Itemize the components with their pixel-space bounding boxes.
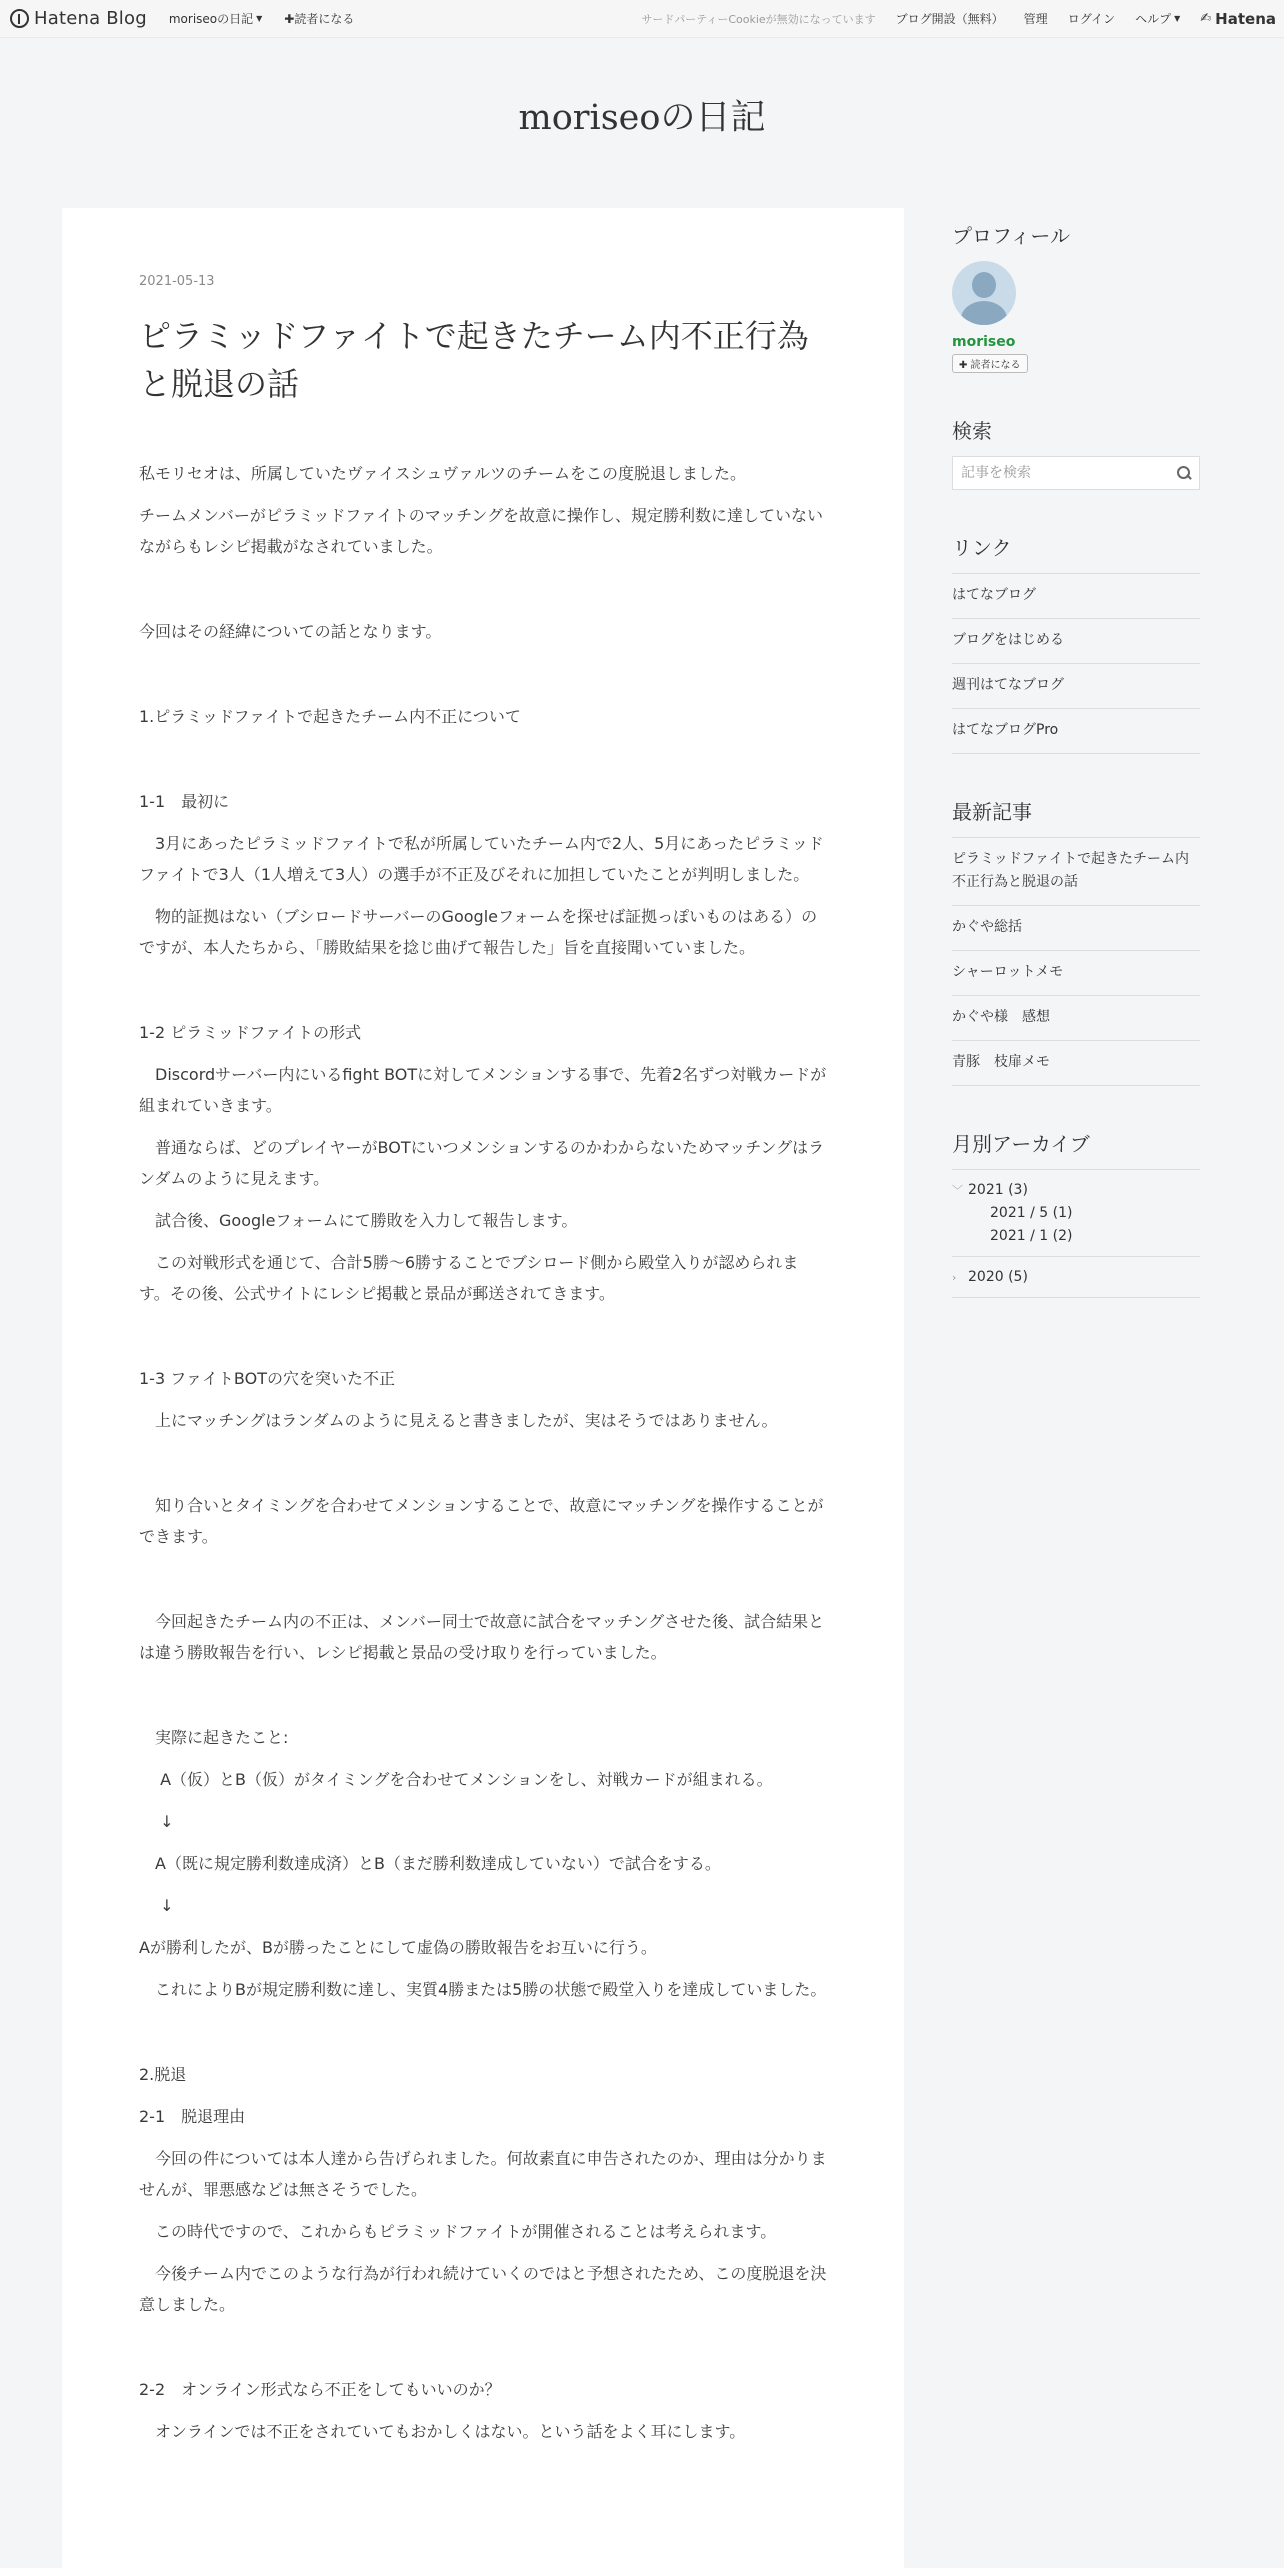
paragraph: A（既に規定勝利数達成済）とB（まだ勝利数達成していない）で試合をする。: [139, 1854, 721, 1873]
subsection-heading: 1-3 ファイトBOTの穴を突いた不正: [139, 1369, 395, 1388]
recent-entry[interactable]: かぐや総括: [952, 906, 1200, 951]
subsection-heading: 1-2 ピラミッドファイトの形式: [139, 1023, 362, 1042]
search-box: [952, 456, 1200, 490]
avatar[interactable]: [952, 261, 1016, 325]
links-title: リンク: [952, 536, 1012, 560]
recent-list: [952, 837, 1200, 1086]
recent-entry[interactable]: ピラミッドファイトで起きたチーム内不正行為と脱退の話: [952, 838, 1200, 906]
recent-title: 最新記事: [952, 800, 1032, 824]
archive-year-toggle[interactable]: [952, 1182, 1200, 1198]
profile-module: [952, 220, 1200, 373]
cookie-notice[interactable]: サードパーティーCookieが無効になっています: [641, 12, 876, 26]
section-heading: 2.脱退: [139, 2065, 187, 2084]
blog-menu[interactable]: [169, 10, 262, 27]
recent-entry[interactable]: 青豚 枝扉メモ: [952, 1041, 1200, 1086]
link-item[interactable]: 週刊はてなブログ: [952, 664, 1200, 709]
entry-body: [139, 458, 829, 2447]
archive-title: 月別アーカイブ: [952, 1132, 1090, 1156]
links-list: [952, 573, 1200, 754]
hatena-blog-logo-icon: [10, 9, 29, 28]
links-module: [952, 532, 1200, 754]
archive-year-2021: [952, 1170, 1200, 1257]
paragraph: これによりBが規定勝利数に達し、実質4勝または5勝の状態で殿堂入りを達成していました。: [139, 1980, 827, 1999]
subsection-heading: 2-2 オンライン形式なら不正をしてもいいのか？: [139, 2380, 501, 2399]
archive-year-label: 2020 (5): [968, 1269, 1028, 1285]
subsection-heading: 1-1 最初に: [139, 792, 230, 811]
paragraph: 今回はその経緯についての話となります。: [139, 622, 442, 641]
search-module: [952, 415, 1200, 490]
paragraph: 上にマッチングはランダムのように見えると書きましたが、実はそうではありません。: [139, 1411, 778, 1430]
paragraph: Aが勝利したが、Bが勝ったことにして虚偽の勝敗報告をお互いに行う。: [139, 1938, 657, 1957]
search-input[interactable]: [961, 465, 1161, 481]
entry-date[interactable]: 2021-05-13: [139, 274, 215, 289]
paragraph: 普通ならば、どのプレイヤーがBOTにいつメンションするのかわからないためマッチングはランダムのように見えます。: [139, 1138, 825, 1188]
help-label: ヘルプ: [1135, 12, 1172, 26]
search-icon[interactable]: [1177, 466, 1191, 480]
subsection-heading: 2-1 脱退理由: [139, 2107, 246, 2126]
chevron-down-icon: ﹀: [952, 1184, 963, 1197]
section-heading: 1.ピラミッドファイトで起きたチーム内不正について: [139, 707, 521, 726]
arrow: ↓: [139, 1896, 174, 1915]
subscribe-link[interactable]: [284, 10, 354, 27]
link-item[interactable]: ブログをはじめる: [952, 619, 1200, 664]
avatar-head-icon: [972, 272, 996, 298]
profile-title: プロフィール: [952, 224, 1070, 248]
recent-entry[interactable]: かぐや様 感想: [952, 996, 1200, 1041]
start-blog-link[interactable]: ブログ開設（無料）: [895, 12, 1004, 26]
recent-entry[interactable]: シャーロットメモ: [952, 951, 1200, 996]
archive-year-label: 2021 (3): [968, 1182, 1028, 1198]
paragraph: この時代ですので、これからもピラミッドファイトが開催されることは考えられます。: [139, 2222, 777, 2241]
profile-name[interactable]: moriseo: [952, 334, 1016, 350]
paragraph: この対戦形式を通じて、合計5勝〜6勝することでブシロード側から殿堂入りが認められます。その後、公式サイトにレシピ掲載と景品が郵送されてきます。: [139, 1253, 799, 1303]
link-item[interactable]: はてなブログPro: [952, 709, 1200, 754]
help-menu[interactable]: [1135, 10, 1180, 27]
archive-list: [952, 1169, 1200, 1298]
avatar-body-icon: [961, 301, 1007, 325]
paragraph: 今後チーム内でこのような行為が行われ続けていくのではと予想されたため、この度脱退を決意しました。: [139, 2264, 827, 2314]
caret-down-icon: ▼: [1174, 14, 1181, 23]
chevron-right-icon: ›: [952, 1270, 957, 1284]
entry-title[interactable]: ピラミッドファイトで起きたチーム内不正行為と脱退の話: [139, 317, 809, 403]
archive-month[interactable]: 2021 / 5 (1): [990, 1205, 1073, 1221]
hatena-label: Hatena: [1215, 9, 1276, 28]
search-title: 検索: [952, 419, 992, 443]
hatena-blog-logo[interactable]: [10, 8, 147, 29]
link-item[interactable]: はてなブログ: [952, 574, 1200, 619]
profile-subscribe-button[interactable]: ✚ 読者になる: [952, 354, 1028, 373]
archive-year-toggle[interactable]: [952, 1269, 1200, 1285]
caret-down-icon: ▼: [256, 14, 263, 23]
archive-month[interactable]: 2021 / 1 (2): [990, 1228, 1073, 1244]
paragraph: チームメンバーがピラミッドファイトのマッチングを故意に操作し、規定勝利数に達していないながらもレシピ掲載がなされていました。: [139, 506, 824, 556]
blog-menu-label: moriseoの日記: [168, 12, 254, 26]
hatena-brand-link[interactable]: [1200, 10, 1276, 28]
sidebar: [952, 220, 1200, 1340]
paragraph: 実際に起きたこと:: [139, 1728, 289, 1747]
paragraph: 3月にあったピラミッドファイトで私が所属していたチーム内で2人、5月にあったピラミッドファイトで3人（1人増えて3人）の選手が不正及びそれに加担していたことが判明しました。: [139, 834, 824, 884]
logo-text: Hatena Blog: [34, 8, 147, 29]
blog-title[interactable]: moriseoの日記: [518, 98, 766, 138]
hatena-logo-icon: ✍: [1200, 11, 1212, 26]
header-right-menu: [621, 10, 1276, 28]
paragraph: 知り合いとタイミングを合わせてメンションすることで、故意にマッチングを操作することができます。: [139, 1496, 824, 1546]
article: [62, 208, 904, 2447]
paragraph: A（仮）とB（仮）がタイミングを合わせてメンションをし、対戦カードが組まれる。: [139, 1770, 773, 1789]
paragraph: 私モリセオは、所属していたヴァイスシュヴァルツのチームをこの度脱退しました。: [139, 464, 747, 483]
arrow: ↓: [139, 1812, 174, 1831]
login-link[interactable]: ログイン: [1067, 12, 1116, 26]
paragraph: Discordサーバー内にいるfight BOTに対してメンションする事で、先着2名ずつ対戦カードが組まれていきます。: [139, 1065, 827, 1115]
archive-module: [952, 1128, 1200, 1298]
subscribe-label: ✚読者になる: [284, 12, 355, 26]
admin-link[interactable]: 管理: [1023, 12, 1048, 26]
paragraph: オンラインでは不正をされていてもおかしくはない。という話をよく耳にします。: [139, 2422, 746, 2441]
main-content: [62, 208, 904, 2568]
paragraph: 今回起きたチーム内の不正は、メンバー同士で故意に試合をマッチングさせた後、試合結果とは違う勝敗報告を行い、レシピ掲載と景品の受け取りを行っていました。: [139, 1612, 825, 1662]
recent-entries-module: [952, 796, 1200, 1086]
paragraph: 今回の件については本人達から告げられました。何故素直に申告されたのか、理由は分かりませんが、罪悪感などは無さそうでした。: [139, 2149, 827, 2199]
archive-year-2020: [952, 1257, 1200, 1298]
paragraph: 試合後、Googleフォームにて勝敗を入力して報告します。: [139, 1211, 578, 1230]
global-header: [0, 0, 1284, 38]
paragraph: 物的証拠はない（ブシロードサーバーのGoogleフォームを探せば証拠っぽいものはある）のですが、本人たちから、「勝敗結果を捻じ曲げて報告した」旨を直接聞いていました。: [139, 907, 818, 957]
